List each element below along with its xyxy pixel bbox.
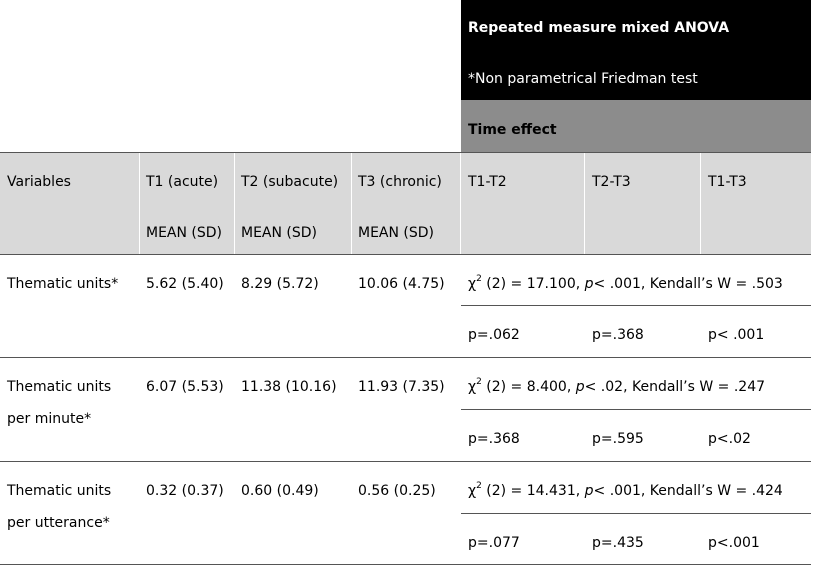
- col-header-t3-meansd: MEAN (SD): [358, 225, 435, 241]
- row-rule: [0, 357, 811, 358]
- chi-df: (2) = 8.400,: [481, 379, 576, 395]
- col-header-t2: T2 (subacute): [241, 174, 339, 190]
- table-bottom-rule: [0, 564, 811, 565]
- chi-sup: 2: [476, 377, 482, 388]
- col-header-t2t3: T2-T3: [592, 174, 631, 190]
- col-header-t3: T3 (chronic): [358, 174, 442, 190]
- chi-rest: < .02, Kendall’s W = .247: [584, 379, 766, 395]
- row2-t2: 11.38 (10.16): [241, 379, 337, 395]
- chi-rest: < .001, Kendall’s W = .424: [593, 483, 783, 499]
- row2-variable-line1: Thematic units: [7, 379, 112, 395]
- col-header-t1t3: T1-T3: [708, 174, 747, 190]
- row2-p-t2t3: p=.595: [592, 431, 644, 447]
- chi-symbol: χ: [468, 276, 477, 292]
- chi-p: p: [584, 483, 594, 499]
- friedman-note: *Non parametrical Friedman test: [468, 71, 698, 87]
- row3-p-t2t3: p=.435: [592, 535, 644, 551]
- row-rule: [0, 461, 811, 462]
- row2-p-t1t3: p<.02: [708, 431, 751, 447]
- chi-sup: 2: [476, 274, 482, 285]
- row1-p-t2t3: p=.368: [592, 327, 644, 343]
- col-header-t1: T1 (acute): [146, 174, 219, 190]
- row2-chi-square: [461, 377, 765, 397]
- row3-variable-line2: per utterance*: [7, 515, 110, 531]
- chi-symbol: χ: [468, 483, 477, 499]
- header-top-rule: [0, 152, 811, 153]
- row3-t1: 0.32 (0.37): [146, 483, 224, 499]
- sub-rule: [461, 513, 811, 514]
- row2-t3: 11.93 (7.35): [358, 379, 445, 395]
- sub-rule: [461, 409, 811, 410]
- col-header-variables: Variables: [7, 174, 71, 190]
- row-rule: [0, 254, 811, 255]
- row2-variable-line2: per minute*: [7, 411, 92, 427]
- row1-t3: 10.06 (4.75): [358, 276, 445, 292]
- row3-variable-line1: Thematic units: [7, 483, 112, 499]
- sub-rule: [461, 305, 811, 306]
- col-sep: [700, 153, 701, 254]
- row3-chi-square: [461, 481, 783, 501]
- row1-chi-square: [461, 274, 783, 294]
- anova-title: Repeated measure mixed ANOVA: [468, 20, 730, 36]
- chi-sup: 2: [476, 481, 482, 492]
- row2-p-t1t2: p=.368: [468, 431, 520, 447]
- row2-t1: 6.07 (5.53): [146, 379, 224, 395]
- chi-rest: < .001, Kendall’s W = .503: [593, 276, 783, 292]
- row1-variable: Thematic units*: [7, 276, 119, 292]
- row1-t2: 8.29 (5.72): [241, 276, 319, 292]
- col-sep: [584, 153, 585, 254]
- row1-p-t1t3: p< .001: [708, 327, 765, 343]
- row1-p-t1t2: p=.062: [468, 327, 520, 343]
- row3-p-t1t3: p<.001: [708, 535, 760, 551]
- row3-t2: 0.60 (0.49): [241, 483, 319, 499]
- col-header-t1-meansd: MEAN (SD): [146, 225, 223, 241]
- chi-p: p: [575, 379, 585, 395]
- row1-t1: 5.62 (5.40): [146, 276, 224, 292]
- row3-p-t1t2: p=.077: [468, 535, 520, 551]
- col-header-t1t2: T1-T2: [468, 174, 507, 190]
- chi-symbol: χ: [468, 379, 477, 395]
- chi-df: (2) = 14.431,: [481, 483, 585, 499]
- col-header-t2-meansd: MEAN (SD): [241, 225, 318, 241]
- time-effect-label: Time effect: [468, 122, 557, 138]
- chi-p: p: [584, 276, 594, 292]
- row3-t3: 0.56 (0.25): [358, 483, 436, 499]
- col-sep: [460, 153, 461, 254]
- chi-df: (2) = 17.100,: [481, 276, 585, 292]
